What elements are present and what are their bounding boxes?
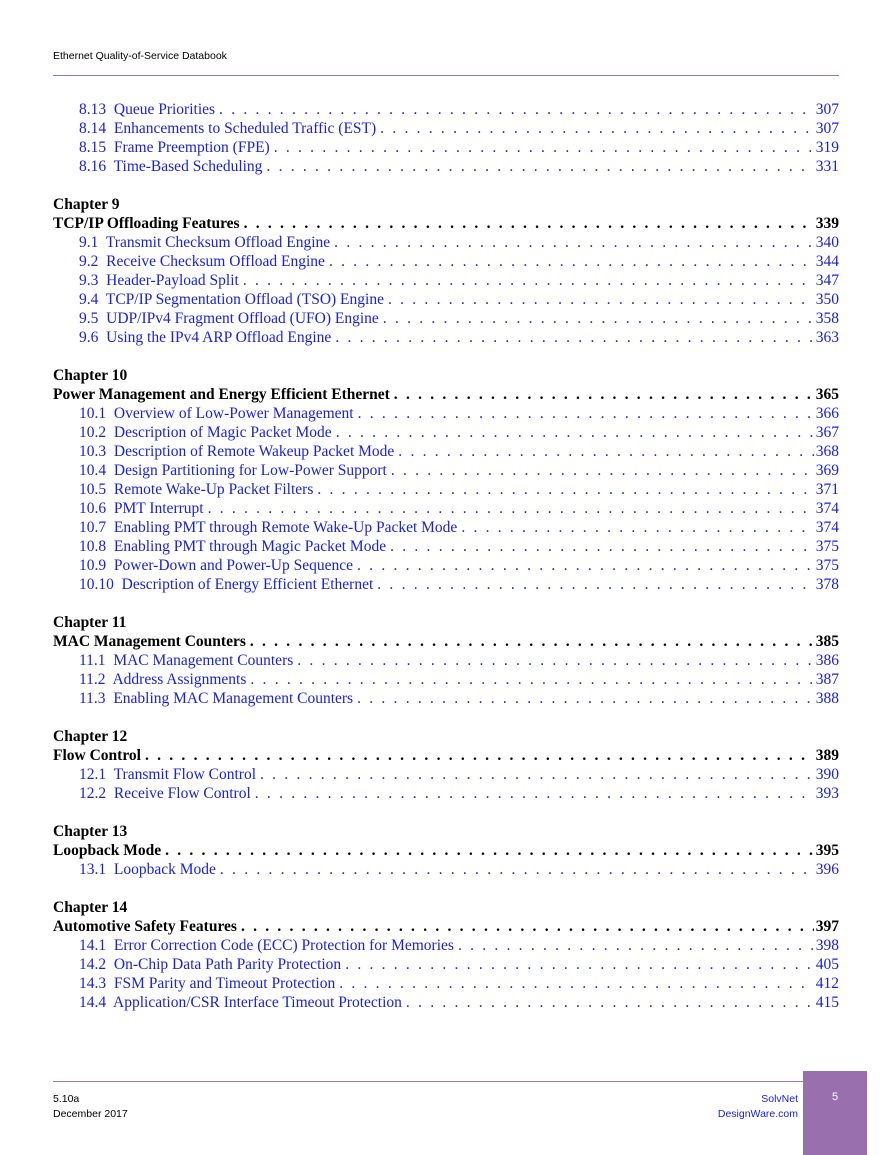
toc-entry[interactable]: 12.1 Transmit Flow Control . . . 390 bbox=[53, 765, 839, 784]
table-of-contents bbox=[53, 100, 839, 1012]
footer-links bbox=[718, 1092, 798, 1122]
toc-entry[interactable]: 10.1 Overview of Low-Power Management . . . 366 bbox=[53, 404, 839, 423]
toc-entry[interactable]: 9.2 Receive Checksum Offload Engine . . . 344 bbox=[53, 252, 839, 271]
chapter-block bbox=[53, 822, 839, 879]
chapter-label: Chapter 13 bbox=[53, 823, 128, 840]
toc-entry[interactable]: 14.3 FSM Parity and Timeout Protection . . . 412 bbox=[53, 974, 839, 993]
toc-entry[interactable]: 10.3 Description of Remote Wakeup Packet Mode . . . 368 bbox=[53, 442, 839, 461]
toc-entry[interactable]: 10.6 PMT Interrupt . . . 374 bbox=[53, 499, 839, 518]
toc-entry[interactable]: 14.2 On-Chip Data Path Parity Protection . . . 405 bbox=[53, 955, 839, 974]
chapter-entry[interactable]: Power Management and Energy Efficient Ethernet . . . 365 bbox=[53, 385, 839, 404]
toc-entry[interactable]: 11.3 Enabling MAC Management Counters . . . 388 bbox=[53, 689, 839, 708]
toc-entry[interactable]: 14.4 Application/CSR Interface Timeout Protection . . . 415 bbox=[53, 993, 839, 1012]
toc-entry[interactable]: 10.9 Power-Down and Power-Up Sequence . . . 375 bbox=[53, 556, 839, 575]
chapter-entry[interactable]: Loopback Mode . . . 395 bbox=[53, 841, 839, 860]
chapter-block bbox=[53, 613, 839, 708]
footer-version: 5.10a bbox=[53, 1093, 80, 1105]
page-number-tab bbox=[803, 1071, 867, 1155]
chapter-label: Chapter 14 bbox=[53, 899, 128, 916]
toc-entry[interactable]: 14.1 Error Correction Code (ECC) Protection for Memories . . . 398 bbox=[53, 936, 839, 955]
continued-sections bbox=[53, 100, 839, 176]
chapter-entry[interactable]: MAC Management Counters . . . 385 bbox=[53, 632, 839, 651]
toc-entry[interactable]: 8.15 Frame Preemption (FPE) . . . 319 bbox=[53, 138, 839, 157]
chapter-block bbox=[53, 195, 839, 347]
toc-entry[interactable]: 11.1 MAC Management Counters . . . 386 bbox=[53, 651, 839, 670]
toc-entry[interactable]: 10.7 Enabling PMT through Remote Wake-Up Packet Mode . . . 374 bbox=[53, 518, 839, 537]
toc-entry[interactable]: 10.2 Description of Magic Packet Mode . . . 367 bbox=[53, 423, 839, 442]
toc-entry[interactable]: 9.5 UDP/IPv4 Fragment Offload (UFO) Engine . . . 358 bbox=[53, 309, 839, 328]
toc-entry[interactable]: 10.5 Remote Wake-Up Packet Filters . . . 371 bbox=[53, 480, 839, 499]
toc-entry[interactable]: 9.6 Using the IPv4 ARP Offload Engine . . . 363 bbox=[53, 328, 839, 347]
designware-link[interactable]: DesignWare.com bbox=[717, 1108, 798, 1120]
toc-entry[interactable]: 8.13 Queue Priorities . . . 307 bbox=[53, 100, 839, 119]
chapter-label: Chapter 10 bbox=[53, 367, 128, 384]
toc-entry[interactable]: 10.4 Design Partitioning for Low-Power Support . . . 369 bbox=[53, 461, 839, 480]
running-header: Ethernet Quality-of-Service Databook bbox=[53, 50, 227, 62]
chapter-block bbox=[53, 727, 839, 803]
toc-entry[interactable]: 10.8 Enabling PMT through Magic Packet Mode . . . 375 bbox=[53, 537, 839, 556]
footer-version-block bbox=[53, 1092, 128, 1122]
toc-entry[interactable]: 10.10 Description of Energy Efficient Ethernet . . . 378 bbox=[53, 575, 839, 594]
page-number: 5 bbox=[831, 1091, 839, 1103]
chapter-label: Chapter 11 bbox=[53, 614, 127, 631]
toc-entry[interactable]: 9.1 Transmit Checksum Offload Engine . . . 340 bbox=[53, 233, 839, 252]
chapter-label: Chapter 12 bbox=[53, 728, 128, 745]
toc-entry[interactable]: 8.16 Time-Based Scheduling . . . 331 bbox=[53, 157, 839, 176]
chapter-block bbox=[53, 366, 839, 594]
solvnet-link[interactable]: SolvNet bbox=[761, 1093, 798, 1105]
toc-entry[interactable]: 9.3 Header-Payload Split . . . 347 bbox=[53, 271, 839, 290]
footer-date: December 2017 bbox=[53, 1108, 128, 1120]
toc-entry[interactable]: 9.4 TCP/IP Segmentation Offload (TSO) Engine . . . 350 bbox=[53, 290, 839, 309]
chapter-label: Chapter 9 bbox=[53, 196, 120, 213]
toc-entry[interactable]: 13.1 Loopback Mode . . . 396 bbox=[53, 860, 839, 879]
toc-entry[interactable]: 11.2 Address Assignments . . . 387 bbox=[53, 670, 839, 689]
toc-entry[interactable]: 12.2 Receive Flow Control . . . 393 bbox=[53, 784, 839, 803]
header-rule bbox=[53, 75, 839, 76]
footer-rule bbox=[53, 1081, 803, 1082]
toc-entry[interactable]: 8.14 Enhancements to Scheduled Traffic (EST) . . . 307 bbox=[53, 119, 839, 138]
chapter-entry[interactable]: Flow Control . . . 389 bbox=[53, 746, 839, 765]
chapter-block bbox=[53, 898, 839, 1012]
chapter-entry[interactable]: Automotive Safety Features . . . 397 bbox=[53, 917, 839, 936]
chapter-entry[interactable]: TCP/IP Offloading Features . . . 339 bbox=[53, 214, 839, 233]
